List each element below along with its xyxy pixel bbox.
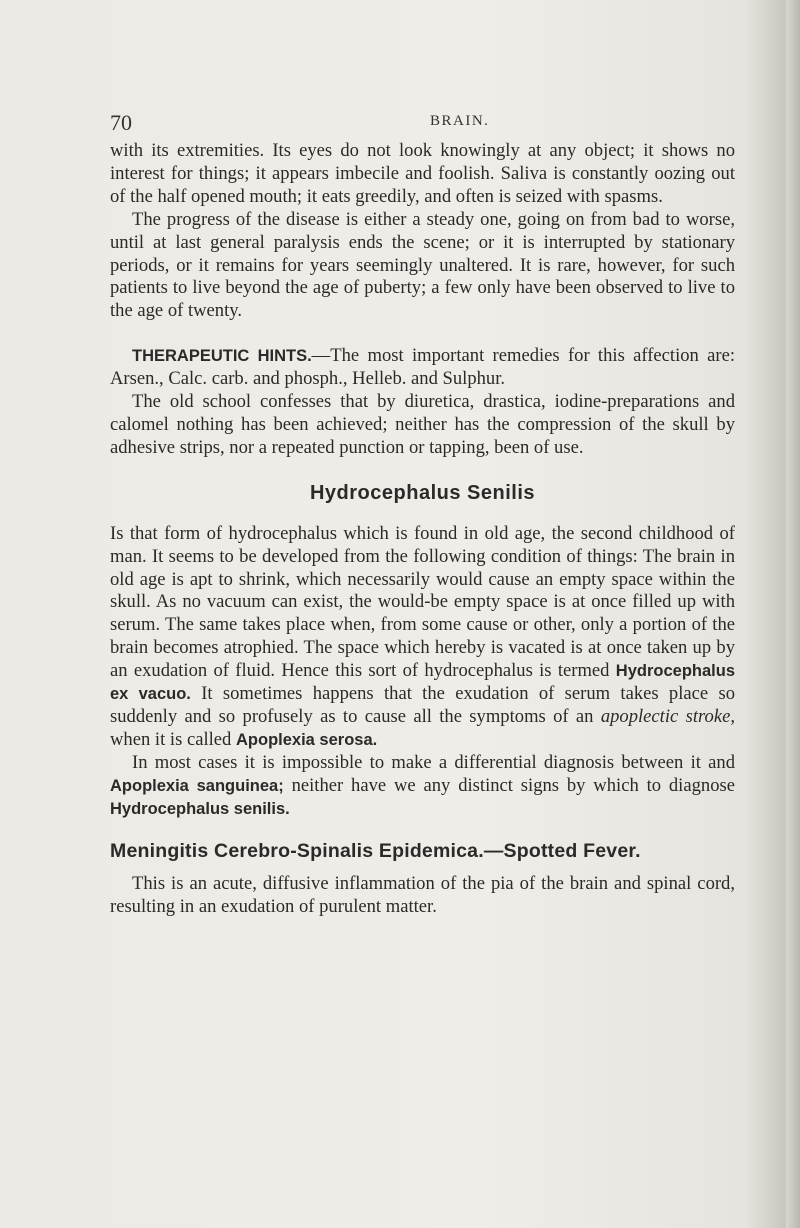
body-text bbox=[110, 140, 735, 919]
paragraph-old-school: The old school confesses that by diuretica, drastica, iodine-preparations and calomel nothing has been achieved; neither has the compression of the skull by adhesive strips, nor a repeated punction or tapping, been of use. bbox=[110, 391, 735, 458]
paragraph-meningitis: This is an acute, diffusive inflammation of the pia of the brain and spinal cord, resulting in an exudation of purulent matter. bbox=[110, 873, 735, 918]
term-apoplectic-stroke: apoplectic stroke, bbox=[600, 705, 735, 727]
text-run: when it is called bbox=[110, 728, 236, 750]
therapeutic-hints-lead: THERAPEUTIC HINTS. bbox=[132, 347, 312, 366]
term-hydrocephalus-senilis: Hydrocephalus senilis. bbox=[110, 799, 290, 818]
text-run: neither have we any distinct signs by which to diagnose bbox=[283, 774, 735, 796]
text-run: It sometimes happens that the exudation of serum takes place so suddenly and so profusely as to cause all the symptoms of an bbox=[110, 683, 735, 727]
page-edge bbox=[786, 0, 800, 1228]
section-heading-hydrocephalus-senilis: Hydrocephalus Senilis bbox=[309, 481, 535, 504]
running-title: BRAIN. bbox=[430, 113, 490, 129]
text-run: Is that form of hydrocephalus which is found in old age, the second childhood of man. It seems to be developed from the following condition of things: The brain in old age is apt to shrink, which necessarily would cause an empty space within the skull. As no vacuum can exist, the would-be empty space is at once filled up with serum. The same takes place when, from some cause or other, only a portion of the brain becomes atrophied. The space which hereby is vacated is at once taken up by an exudation of fluid. Hence this sort of hydrocephalus is termed bbox=[110, 522, 735, 682]
term-apoplexia-sanguinea: Apoplexia sanguinea; bbox=[110, 776, 284, 795]
running-head bbox=[110, 110, 710, 134]
paragraph-hydrocephalus-senilis bbox=[110, 523, 735, 752]
paragraph-diagnosis bbox=[110, 752, 735, 821]
section-heading-meningitis: Meningitis Cerebro-Spinalis Epidemica.—Spotted Fever. bbox=[110, 840, 641, 863]
paragraph-therapeutic-hints bbox=[110, 345, 735, 391]
term-hydrocephalus-ex-vacuo: Hydrocephalus ex vacuo. bbox=[110, 662, 735, 704]
paragraph-continuation: with its extremities. Its eyes do not look knowingly at any object; it shows no interest for things; it appears imbecile and foolish. Saliva is constantly oozing out of the half opened mouth; it eats greedily, and often is seized with spasms. bbox=[110, 140, 735, 207]
term-apoplexia-serosa: Apoplexia serosa. bbox=[236, 730, 378, 749]
paragraph-progress: The progress of the disease is either a steady one, going on from bad to worse, until at last general paralysis ends the scene; or it is interrupted by stationary periods, or it remains for years seemingly unaltered. It is rare, however, for such patients to live beyond the age of puberty; a few only have been observed to live to the age of twenty. bbox=[110, 208, 735, 322]
therapeutic-hints-text: —The most important remedies for this affection are: Arsen., Calc. carb. and phosph., Helleb. and Sulphur. bbox=[110, 345, 736, 390]
page-number: 70 bbox=[110, 110, 132, 135]
text-run: In most cases it is impossible to make a differential diagnosis between it and bbox=[132, 751, 735, 773]
